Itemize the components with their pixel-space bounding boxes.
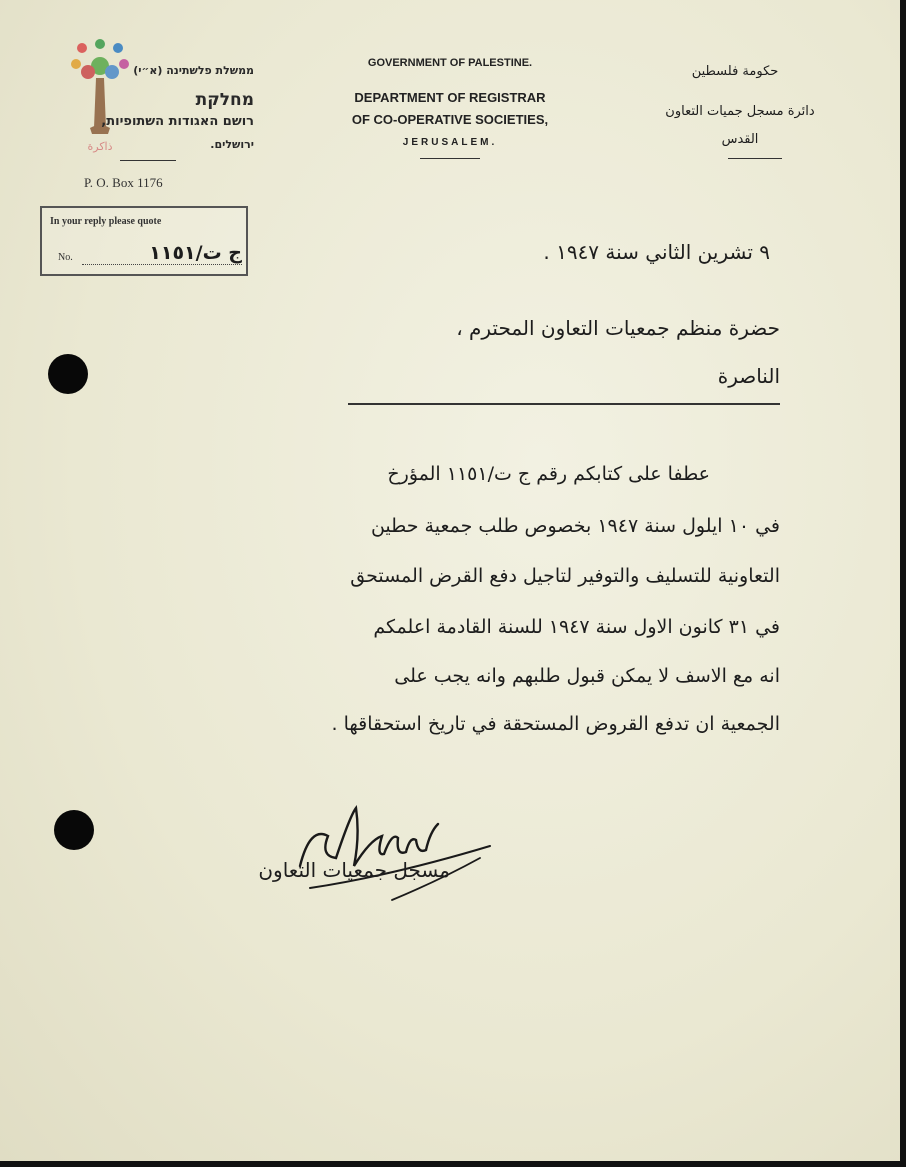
hebrew-header-rule <box>120 160 176 161</box>
body-line-6: الجمعية ان تدفع القروض المستحقة في تاريخ استحقاقها . <box>331 713 780 735</box>
reference-no-value: ج ت/١١٥١ <box>149 242 242 264</box>
english-header-line1: GOVERNMENT OF PALESTINE. <box>367 57 533 69</box>
signature-title: مسجل جمعيات التعاون <box>258 858 450 882</box>
body-line-3: التعاونية للتسليف والتوفير لتاجيل دفع القرض المستحق <box>350 565 780 587</box>
english-header-line2: DEPARTMENT OF REGISTRAR <box>354 90 546 105</box>
arabic-header-line3: القدس <box>721 132 759 147</box>
letter-date: ٩ تشرين الثاني سنة ١٩٤٧ . <box>543 240 770 264</box>
punch-hole-bottom <box>54 810 94 850</box>
body-line-4: في ٣١ كانون الاول سنة ١٩٤٧ للسنة القادمة اعلمكم <box>373 616 780 638</box>
hebrew-header-line3: רושם האגודות השתופיות, <box>101 114 254 129</box>
reference-no-label: No. <box>58 252 73 263</box>
arabic-header-line1: حكومة فلسطين <box>691 64 779 79</box>
po-box: P. O. Box 1176 <box>84 175 163 190</box>
english-header-line4: JERUSALEM. <box>402 137 498 148</box>
english-header-line3: OF CO-OPERATIVE SOCIETIES, <box>351 112 549 127</box>
body-line-5: انه مع الاسف لا يمكن قبول طلبهم وانه يجب على <box>394 665 780 687</box>
letter-addressee: حضرة منظم جمعيات التعاون المحترم ، <box>456 316 780 340</box>
arabic-header-line2: دائرة مسجل جميات التعاون <box>665 104 815 119</box>
reference-no-dotted-line <box>82 264 242 265</box>
body-line-1: عطفا على كتابكم رقم ج ت/١١٥١ المؤرخ <box>387 463 710 485</box>
hebrew-header-line1: ממשלת פלשתינה (א״י) <box>133 64 254 77</box>
body-line-2: في ١٠ ايلول سنة ١٩٤٧ بخصوص طلب جمعية حطين <box>370 515 780 537</box>
handwritten-signature <box>280 796 500 906</box>
reference-box <box>40 206 248 276</box>
reference-box-title: In your reply please quote <box>50 216 162 227</box>
hebrew-header-line4: ירושלים. <box>210 138 254 151</box>
english-header-rule <box>420 158 480 159</box>
hebrew-header-line2: מחלקת <box>195 90 254 110</box>
letter-location: الناصرة <box>717 364 780 388</box>
addressee-underline <box>348 403 780 405</box>
arabic-header-rule <box>728 158 782 159</box>
punch-hole-top <box>48 354 88 394</box>
svg-text:ﺫﺍﻛﺮﺓ: ﺫﺍﻛﺮﺓ <box>87 140 113 153</box>
